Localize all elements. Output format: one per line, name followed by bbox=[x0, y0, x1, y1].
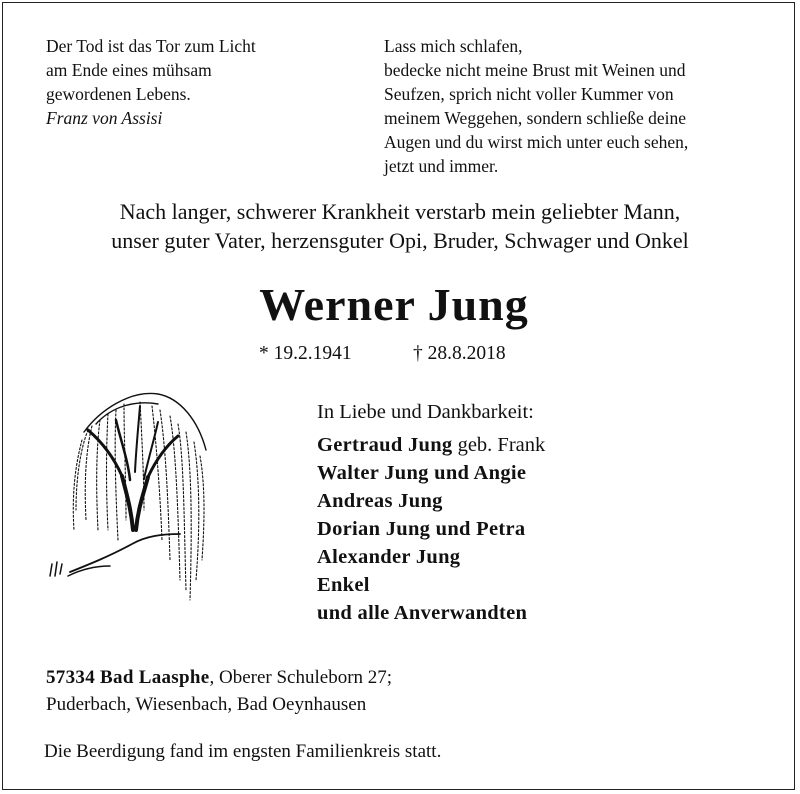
mourner-name: Gertraud Jung bbox=[317, 434, 453, 456]
quote-right-line: Augen und du wirst mich unter euch sehen, bbox=[384, 132, 689, 152]
quote-left-line: gewordenen Lebens. bbox=[46, 84, 191, 104]
quote-right bbox=[384, 34, 784, 178]
mourners-list bbox=[317, 398, 767, 627]
funeral-note: Die Beerdigung fand im engsten Familienkreis statt. bbox=[44, 741, 442, 762]
mourner-entry: Walter Jung und Angie bbox=[317, 462, 527, 484]
mourner-entry: Dorian Jung und Petra bbox=[317, 518, 526, 540]
death-date: † 28.8.2018 bbox=[413, 343, 506, 364]
weeping-willow-icon bbox=[40, 380, 230, 612]
quote-right-line: Seufzen, sprich nicht voller Kummer von bbox=[384, 84, 674, 104]
quote-left-line: Der Tod ist das Tor zum Licht bbox=[46, 36, 256, 56]
mourners-intro: In Liebe und Dankbarkeit: bbox=[317, 401, 534, 423]
address-line-2: Puderbach, Wiesenbach, Bad Oeynhausen bbox=[46, 694, 367, 715]
announcement-line: unser guter Vater, herzensguter Opi, Bruder, Schwager und Onkel bbox=[111, 228, 689, 253]
mourner-entry: Andreas Jung bbox=[317, 490, 443, 512]
quote-right-line: Lass mich schlafen, bbox=[384, 36, 523, 56]
quote-left bbox=[46, 34, 346, 130]
deceased-name: Werner Jung bbox=[259, 279, 529, 330]
mourner-entry bbox=[317, 431, 767, 459]
address-street: , Oberer Schuleborn 27; bbox=[209, 667, 393, 688]
quote-author: Franz von Assisi bbox=[46, 108, 163, 128]
announcement bbox=[0, 197, 800, 255]
quote-right-line: jetzt und immer. bbox=[384, 156, 499, 176]
mourner-entry: und alle Anverwandten bbox=[317, 602, 528, 624]
address-block bbox=[46, 664, 746, 718]
mourner-maiden-name: geb. Frank bbox=[452, 434, 546, 456]
quote-right-line: meinem Weggehen, sondern schließe deine bbox=[384, 108, 686, 128]
quote-right-line: bedecke nicht meine Brust mit Weinen und bbox=[384, 60, 686, 80]
mourner-entry: Enkel bbox=[317, 574, 370, 596]
birth-date: * 19.2.1941 bbox=[259, 343, 352, 364]
address-city: 57334 Bad Laasphe bbox=[46, 667, 210, 688]
address-line bbox=[46, 664, 746, 691]
announcement-line: Nach langer, schwerer Krankheit verstarb mein geliebter Mann, bbox=[119, 199, 681, 224]
quote-left-line: am Ende eines mühsam bbox=[46, 60, 212, 80]
mourner-entry: Alexander Jung bbox=[317, 546, 461, 568]
